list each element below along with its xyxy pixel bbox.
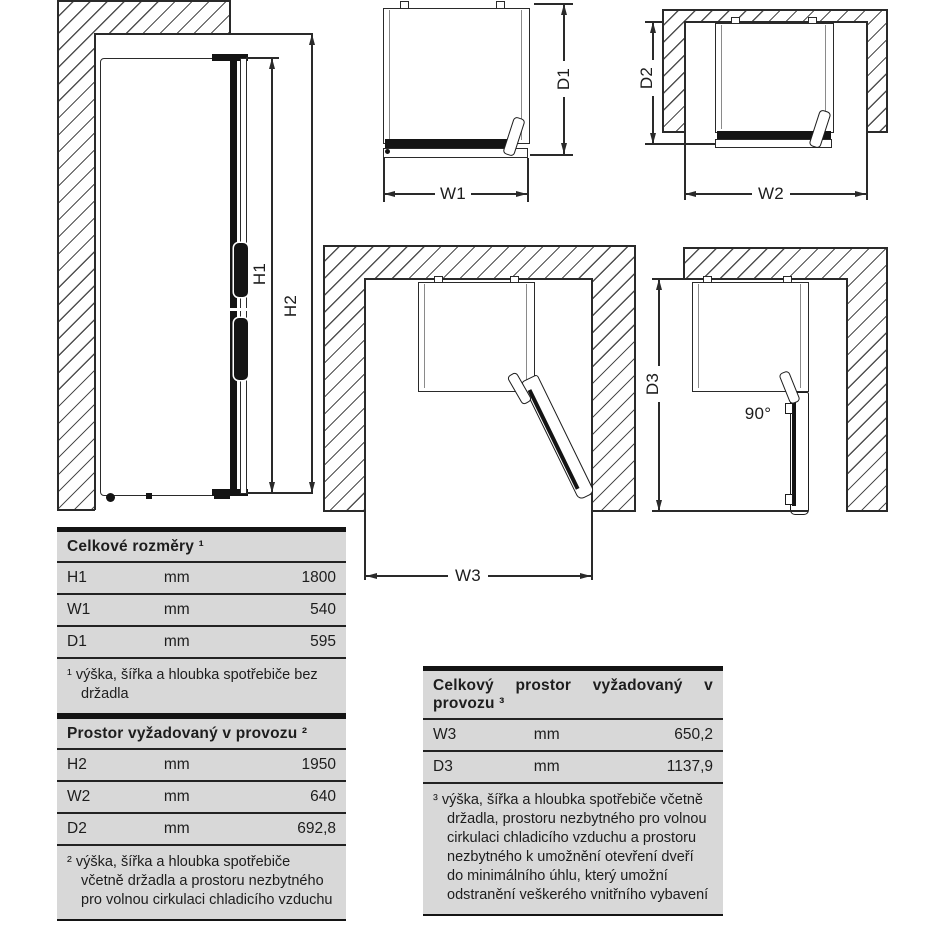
dim-arrow (366, 573, 377, 579)
row-label: W2 (67, 788, 91, 805)
row-value: 650,2 (674, 726, 713, 743)
fridge-top-view (715, 23, 834, 133)
dim-arrow (685, 191, 696, 197)
front-wheel (106, 493, 115, 502)
hinge-peg (808, 17, 817, 24)
door-split-line (228, 308, 250, 311)
door-open-angle (521, 374, 595, 501)
dim-arrow (516, 191, 527, 197)
dim-line-h1 (271, 58, 273, 493)
row-unit: mm (163, 756, 190, 773)
dim-arrow (309, 34, 315, 45)
row-unit: mm (163, 788, 190, 805)
wall-edge (57, 509, 95, 511)
wall-edge (866, 131, 888, 133)
door-face-stripe (792, 398, 796, 506)
ceiling-line (94, 33, 313, 35)
row-unit: mm (533, 726, 560, 743)
wall-edge (94, 33, 96, 510)
dim-arrow (580, 573, 591, 579)
row-value: 540 (310, 601, 336, 618)
table-row (57, 563, 346, 595)
dim-arrow (269, 58, 275, 69)
wall-edge (846, 510, 888, 512)
wall-edge (662, 9, 888, 11)
row-unit: mm (163, 569, 190, 586)
door-face-stripe (528, 389, 580, 490)
cabinet-wall-line (526, 284, 527, 388)
niche-side-edge (591, 278, 593, 580)
hinge-peg (703, 276, 712, 283)
table-total-space (423, 666, 723, 916)
ext-line (527, 158, 529, 202)
dim-arrow (656, 279, 662, 290)
row-value: 1137,9 (666, 758, 713, 775)
table-row (57, 782, 346, 814)
cabinet-wall-line (698, 284, 699, 388)
wall-edge (886, 247, 888, 512)
wall-edge (323, 510, 364, 512)
table-row (57, 595, 346, 627)
table-footnote: ³ výška, šířka a hloubka spotřebiče včetně držadla, prostoru nezbytného pro volnou cirkulaci chladicího vzduchu a prostoru nezbytného k umožnění otevření dveří do minimálního úhlu, který umožní odstranění veškerého vnitřního vybavení (433, 792, 709, 903)
wall-edge (662, 9, 664, 132)
row-label: D2 (67, 820, 87, 837)
row-label: H1 (67, 569, 87, 586)
row-value: 1800 (301, 569, 336, 586)
niche-side-edge (684, 21, 686, 200)
row-unit: mm (163, 633, 190, 650)
dim-label-w1: W1 (435, 184, 471, 204)
door-handle-mount (785, 403, 793, 414)
row-label: H2 (67, 756, 87, 773)
fridge-top-view (383, 8, 530, 144)
table-row (57, 750, 346, 782)
wall-edge (662, 131, 684, 133)
dim-arrow (309, 482, 315, 493)
wall-edge (57, 0, 59, 510)
cabinet-wall-line (721, 25, 722, 129)
dim-arrow (650, 133, 656, 144)
wall-edge (593, 510, 636, 512)
hinge-pin (385, 149, 390, 154)
hinge-peg (434, 276, 443, 283)
front-foot (146, 493, 152, 499)
dim-line-h2 (311, 34, 313, 493)
table-row (57, 627, 346, 659)
fridge-top-view (692, 282, 809, 392)
row-label: D3 (433, 758, 453, 775)
dim-arrow (656, 500, 662, 511)
door-handle-lower (234, 318, 248, 380)
dim-label-h1: H1 (250, 256, 270, 292)
table-row (423, 720, 723, 752)
door-handle-upper (234, 243, 248, 297)
dim-label-h2: H2 (281, 288, 301, 324)
niche-side-edge (846, 278, 848, 512)
table-footnote: ¹ výška, šířka a hloubka spotřebiče bez držadla (67, 667, 318, 702)
table-row (57, 814, 346, 846)
cabinet-wall-line (424, 284, 425, 388)
angle-label: 90° (744, 404, 772, 423)
wall-edge (683, 247, 685, 278)
dim-arrow (855, 191, 866, 197)
row-value: 692,8 (297, 820, 336, 837)
row-value: 1950 (301, 756, 336, 773)
door-closed (385, 139, 513, 148)
table-row (423, 752, 723, 784)
niche-side-edge (866, 21, 868, 200)
hinge-peg (783, 276, 792, 283)
table-title: Celkový prostor vyžadovaný v provozu ³ (423, 671, 723, 720)
dim-label-d1: D1 (554, 61, 574, 97)
wall-edge (323, 245, 325, 512)
table-footnote: ² výška, šířka a hloubka spotřebiče včetně držadla a prostoru nezbytného pro volnou cirkulaci chladicího vzduchu (67, 854, 333, 908)
wall-edge (323, 245, 636, 247)
row-value: 595 (310, 633, 336, 650)
row-unit: mm (163, 820, 190, 837)
hinge-peg (400, 1, 409, 9)
row-unit: mm (533, 758, 560, 775)
row-value: 640 (310, 788, 336, 805)
table-title: Prostor vyžadovaný v provozu ² (57, 719, 346, 750)
ext-line-floor (246, 492, 313, 494)
hinge-peg (731, 17, 740, 24)
table-overall-dimensions (57, 527, 346, 715)
dim-arrow (269, 482, 275, 493)
cabinet-wall-line (389, 10, 390, 140)
row-label: W3 (433, 726, 457, 743)
ext-line (534, 3, 573, 5)
niche-top-edge (652, 278, 847, 280)
wall-edge (634, 245, 636, 512)
row-label: W1 (67, 601, 91, 618)
table-operation-space (57, 714, 346, 921)
hinge-peg (510, 276, 519, 283)
ext-line (652, 510, 808, 512)
niche-top-edge (364, 278, 592, 280)
dim-arrow (561, 4, 567, 15)
wall-edge (57, 0, 230, 2)
fridge-body-side (100, 58, 232, 496)
door-handle-mount (785, 494, 793, 505)
dim-arrow (384, 191, 395, 197)
dim-arrow (561, 143, 567, 154)
dim-label-w2: W2 (752, 184, 790, 204)
cabinet-wall-line (800, 284, 801, 388)
wall-edge (229, 0, 231, 33)
dim-label-d2: D2 (637, 60, 657, 96)
dim-arrow (650, 22, 656, 33)
table-title: Celkové rozměry ¹ (57, 532, 346, 563)
wall-edge (683, 247, 888, 249)
wall-edge (886, 9, 888, 132)
dim-label-w3: W3 (448, 566, 488, 586)
row-unit: mm (163, 601, 190, 618)
ext-line (530, 154, 573, 156)
rear-foot (214, 492, 230, 499)
dim-label-d3: D3 (643, 366, 663, 402)
niche-side-edge (364, 278, 366, 580)
hinge-peg (496, 1, 505, 9)
row-label: D1 (67, 633, 87, 650)
